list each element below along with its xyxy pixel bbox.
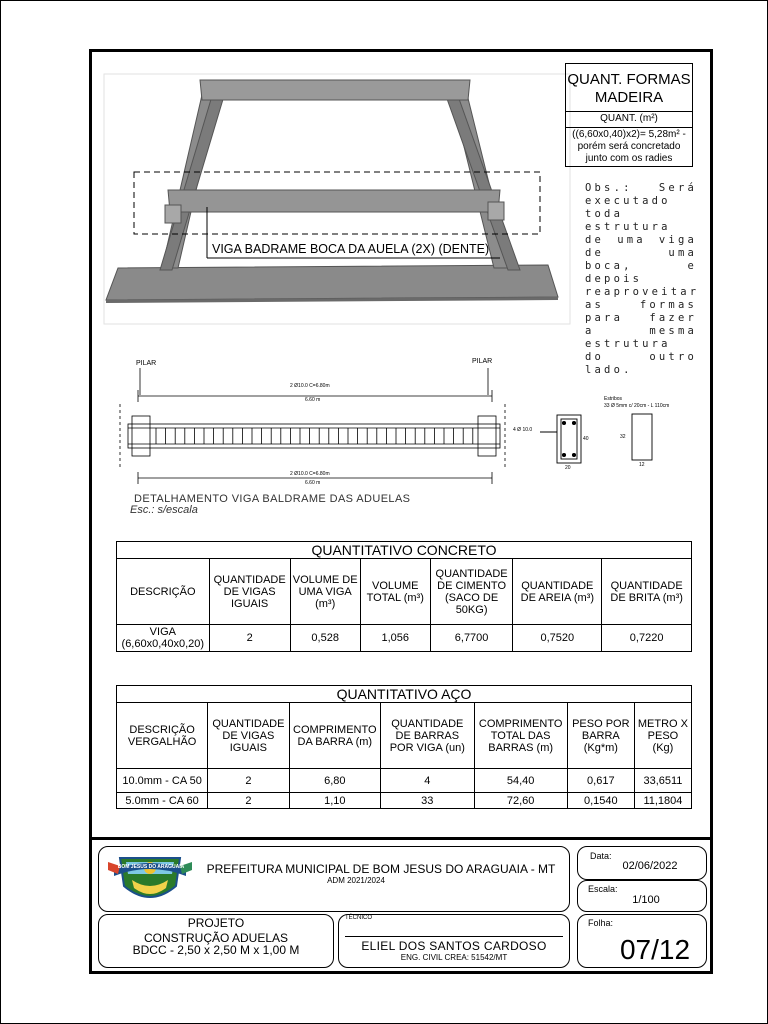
stirrup-note-2: 33 Ø 5mm c/ 20cm - L 110cm [604,403,670,409]
base-slab [106,265,558,300]
section-note: 4 Ø 10.0 [513,427,533,433]
steel-header: QUANTIDADE DE VIGAS IGUAIS [208,703,289,769]
projeto-line2: BDCC - 2,50 x 2,50 M x 1,00 M [132,943,300,957]
concrete-table-title: QUANTITATIVO CONCRETO [117,542,692,559]
data-label: Data: [590,851,612,861]
steel-header: COMPRIMENTO DA BARRA (m) [289,703,381,769]
municipality-logo [106,852,194,908]
bar-bottom-sub-label: 6.60 m [305,480,321,486]
steel-header: DESCRIÇÃO VERGALHÃO [117,703,208,769]
tecnico-signature-line [345,936,563,937]
tecnico-label: TÉCNICO [345,915,372,921]
steel-header: PESO POR BARRA (Kg*m) [567,703,634,769]
pilar-left-label: PILAR [136,360,157,367]
table-cell: 6,80 [289,769,381,793]
concrete-header: DESCRIÇÃO [117,559,210,625]
concrete-header: VOLUME DE UMA VIGA (m³) [290,559,360,625]
table-cell: 2 [208,769,289,793]
escala-label: Escala: [588,884,618,894]
viga-label: VIGA BADRAME BOCA DA AUELA (2X) (DENTE) [212,242,490,256]
logo-text: BOM JESUS DO ARAGUAIA [117,864,185,870]
steel-table [116,685,692,809]
concrete-header: VOLUME TOTAL (m³) [360,559,430,625]
formas-unit: QUANT. (m²) [566,112,692,128]
table-cell: 0,7220 [602,625,692,652]
table-cell: 2 [208,793,289,809]
stirrup-height: 32 [620,434,626,440]
bar-top-label: 2 Ø10.0 C=6.80m [290,383,330,389]
detail-scale: Esc.: s/escala [130,504,198,516]
table-cell: 0,528 [290,625,360,652]
table-row [117,625,692,652]
table-cell: 0,7520 [513,625,602,652]
steel-table-title: QUANTITATIVO AÇO [117,686,692,703]
table-cell: 0,617 [567,769,634,793]
table-cell: 54,40 [474,769,567,793]
section-height: 40 [583,436,589,442]
table-cell: 33,6511 [634,769,691,793]
detail-title: DETALHAMENTO VIGA BALDRAME DAS ADUELAS [134,493,411,505]
concrete-header: QUANTIDADE DE AREIA (m³) [513,559,602,625]
steel-header: COMPRIMENTO TOTAL DAS BARRAS (m) [474,703,567,769]
table-cell: 4 [381,769,474,793]
table-cell: 10.0mm - CA 50 [117,769,208,793]
bar-bottom-label: 2 Ø10.0 C=6.80m [290,471,330,477]
table-cell: 5.0mm - CA 60 [117,793,208,809]
data-value: 02/06/2022 [622,860,678,872]
tecnico-crea: ENG. CIVIL CREA: 51542/MT [400,953,508,962]
projeto-label: PROJETO [187,916,245,930]
escala-value: 1/100 [632,894,660,906]
table-cell: 2 [209,625,290,652]
folha-value: 07/12 [619,934,691,965]
table-cell: 1,056 [360,625,430,652]
section-width: 20 [565,465,571,471]
projeto-line1: CONSTRUÇÃO ADUELAS [143,931,289,945]
concrete-header: QUANTIDADE DE BRITA (m³) [602,559,692,625]
concrete-header: QUANTIDADE DE CIMENTO (SACO DE 50KG) [430,559,513,625]
top-beam [200,80,470,100]
middle-beam [168,190,500,212]
formas-title: QUANT. FORMAS MADEIRA [566,64,692,112]
table-row [117,793,692,809]
folha-label: Folha: [588,918,614,928]
table-cell: 33 [381,793,474,809]
table-cell: 11,1804 [634,793,691,809]
formas-box [565,63,693,167]
stirrup-width: 12 [639,462,645,468]
concrete-table [116,541,692,652]
bar-top-sub-label: 6.60 m [305,397,321,403]
prefeitura-name: PREFEITURA MUNICIPAL DE BOM JESUS DO ARAGUAIA - MT [206,862,556,876]
table-cell: 6,7700 [430,625,513,652]
table-cell: 0,1540 [567,793,634,809]
table-row [117,769,692,793]
table-cell: 1,10 [289,793,381,809]
obs-note: Obs.: Será executado toda estrutura de uma viga de uma boca, e depois reaproveitar as formas para fazer a mesma estrutura do outro lado. [585,182,700,376]
adm-label: ADM 2021/2024 [327,876,385,885]
steel-header: QUANTIDADE DE BARRAS POR VIGA (un) [381,703,474,769]
steel-header: METRO X PESO (Kg) [634,703,691,769]
concrete-header: QUANTIDADE DE VIGAS IGUAIS [209,559,290,625]
tecnico-name: ELIEL DOS SANTOS CARDOSO [361,939,547,953]
stirrup-note-1: Estribos [604,396,623,402]
formas-calc: ((6,60x0,40)x2)= 5,28m² - porém será concretado junto com os radies [572,129,686,164]
table-cell: VIGA (6,60x0,40x0,20) [117,625,210,652]
table-cell: 72,60 [474,793,567,809]
pilar-right-label: PILAR [472,358,493,365]
